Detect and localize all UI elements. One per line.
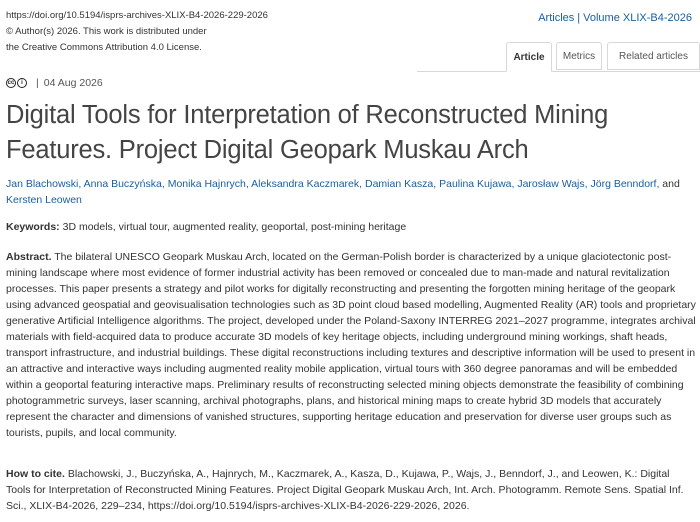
keywords-text: 3D models, virtual tour, augmented reality, geoportal, post-mining heritage: [62, 221, 407, 233]
author-link[interactable]: Paulina Kujawa: [439, 178, 512, 190]
publication-date: 04 Aug 2026: [43, 77, 103, 89]
abstract-text: The bilateral UNESCO Geopark Muskau Arch, located on the German-Polish border is characterized by a unique glaciotectonic post-mining landscape where most evidence of former industrial activity has been removed or concealed due to man-made and natural revitalization processes. This paper presents a strategy and pilot works for digitally reconstructing and presenting the forgotten mining heritage of the geopark using advanced geospatial and geovisualisation technologies such as 3D point cloud based modelling, Augmented Reality (AR) tools and proprietary generative Artificial Intelligence algorithms. The project, developed under the Poland-Saxony INTERREG 2021–2027 programme, integrates archival materials with field-acquired data to produce accurate 3D models of key heritage objects, including underground mining workings, shaft heads, transport infrastructure, and industrial buildings. These digital reconstructions including textures and descriptive information will be used to present in an attractive and interactive ways including augmented reality mobile application, virtual tours with 360 degree panoramas and will be embedded within a geoportal featuring interactive maps. Preliminary results of reconstructing selected mining objects demonstrate the feasibility of combining photogrammetric surveys, laser scanning, archival photographs, plans, and historical mining maps to create hybrid 3D models that accurately represent the character and dimensions of vanished structures, supporting heritage education and preservation for diverse user groups such as tourists, pupils, and local community.: [6, 251, 696, 439]
author-link[interactable]: Jan Blachowski: [6, 178, 79, 190]
copyright-text: © Author(s) 2026. This work is distributed under: [6, 26, 207, 37]
license-date-row: [6, 77, 103, 89]
how-to-cite-text: Blachowski, J., Buczyńska, A., Hajnrych, M., Kaczmarek, A., Kasza, D., Kujawa, P., Wajs, J., Benndorf, J., and Leowen, K.: Digital Tools for Interpretation of Reconstructed Mining Features. Project Digital Geopark Muskau Arch, Int. Arch. Photogramm. Remote Sens. Spatial Inf. Sci., XLIX-B4-2026, 229–234, https://doi.org/10.5194/isprs-archives-XLIX-B4-2026-229-2026, 2026.: [6, 468, 684, 512]
article-meta: [6, 8, 268, 56]
author-link[interactable]: Jarosław Wajs: [517, 178, 585, 190]
breadcrumb: [538, 12, 692, 24]
breadcrumb-volume[interactable]: Volume XLIX-B4-2026: [583, 12, 692, 24]
doi-link[interactable]: https://doi.org/10.5194/isprs-archives-XLIX-B4-2026-229-2026: [6, 10, 268, 21]
author-link[interactable]: Aleksandra Kaczmarek: [251, 178, 360, 190]
breadcrumb-articles[interactable]: Articles: [538, 12, 575, 24]
abstract-label: Abstract.: [6, 251, 52, 263]
separator: |: [36, 77, 39, 89]
author-list: Jan Blachowski, Anna Buczyńska, Monika Hajnrych, Aleksandra Kaczmarek, Damian Kasza, Paulina Kujawa, Jarosław Wajs, Jörg Benndorf, and Kersten Leowen: [6, 178, 680, 206]
author-link[interactable]: Kersten Leowen: [6, 194, 82, 206]
author-link[interactable]: Damian Kasza: [364, 178, 434, 190]
keywords: [6, 219, 696, 235]
cc-by-icon[interactable]: cc i: [6, 78, 27, 88]
tab-related-articles[interactable]: Related articles: [607, 42, 700, 70]
author-link[interactable]: Jörg Benndorf: [590, 178, 657, 190]
author-link[interactable]: Anna Buczyńska: [83, 178, 162, 190]
how-to-cite-label: How to cite.: [6, 468, 65, 480]
breadcrumb-separator: |: [577, 12, 581, 24]
tab-article[interactable]: Article: [506, 42, 552, 72]
authors-conjunction: and: [662, 178, 680, 190]
author-link[interactable]: Monika Hajnrych: [167, 178, 246, 190]
keywords-label: Keywords:: [6, 221, 60, 233]
tab-metrics[interactable]: Metrics: [556, 42, 602, 70]
article-title: Digital Tools for Interpretation of Reconstructed Mining Features. Project Digital Geopark Muskau Arch: [6, 101, 609, 164]
how-to-cite: [6, 466, 696, 514]
article-tabs: [417, 42, 700, 72]
abstract: [6, 249, 696, 441]
license-text: the Creative Commons Attribution 4.0 License.: [6, 42, 202, 53]
